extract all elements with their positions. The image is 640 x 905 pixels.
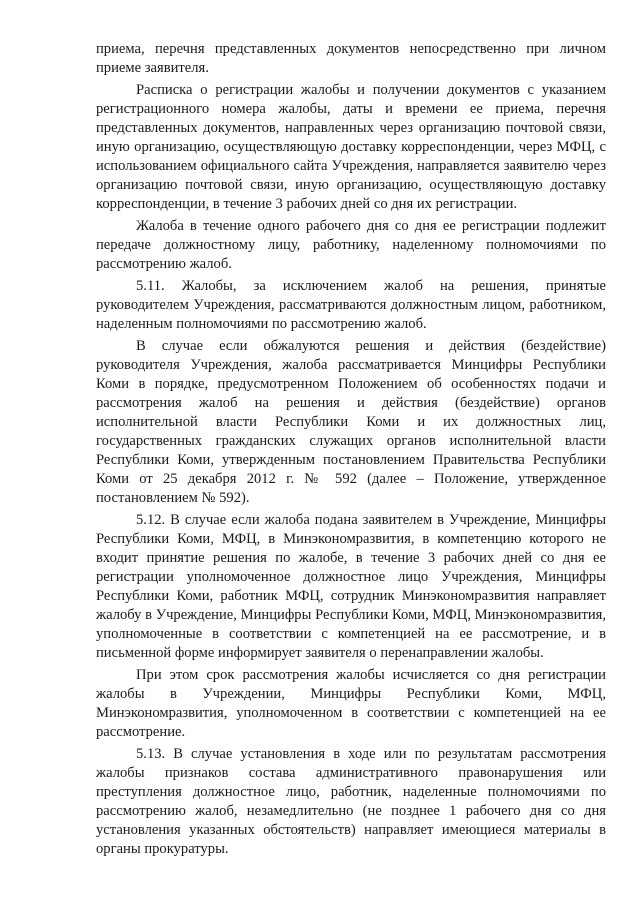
paragraph-5-11: 5.11. Жалобы, за исключением жалоб на решения, принятые руководителем Учреждения, рассматриваются должностным лицом, работником, наделенным полномочиями по рассмотрению жалоб. — [96, 278, 606, 332]
paragraph-head-appeal: В случае если обжалуются решения и действия (бездействие) руководителя Учреждения, жалоба рассматривается Минцифры Республики Коми в порядке, предусмотренном Положением об особенностях подачи и рассмотрения жалоб на решения и действия (бездействие) органов исполнительной власти Республики Коми и их должностных лиц, государственных гражданских служащих органов исполнительной власти Республики Коми, утвержденным постановлением Правительства Республики Коми от 25 декабря 2012 г. № 592 (далее – Положение, утвержденное постановлением № 592). — [96, 338, 606, 506]
paragraph-term: При этом срок рассмотрения жалобы исчисляется со дня регистрации жалобы в Учреждении, Минцифры Республики Коми, МФЦ, Минэкономразвития, уполномоченном в соответствии с компетенцией на ее рассмотрение. — [96, 667, 606, 740]
paragraph-transfer: Жалоба в течение одного рабочего дня со дня ее регистрации подлежит передаче должностному лицу, работнику, наделенному полномочиями по рассмотрению жалоб. — [96, 218, 606, 272]
document-page — [96, 40, 606, 859]
paragraph-continuation: приема, перечня представленных документов непосредственно при личном приеме заявителя. — [96, 41, 606, 76]
paragraph-5-13: 5.13. В случае установления в ходе или по результатам рассмотрения жалобы признаков состава административного правонарушения или преступления должностное лицо, работник, наделенные полномочиями по рассмотрению жалоб, незамедлительно (не позднее 1 рабочего дня со дня установления указанных обстоятельств) направляет имеющиеся материалы в органы прокуратуры. — [96, 746, 606, 857]
paragraph-5-12: 5.12. В случае если жалоба подана заявителем в Учреждение, Минцифры Республики Коми, МФЦ, в Минэкономразвития, в компетенцию которого не входит принятие решения по жалобе, в течение 3 рабочих дней со дня ее регистрации уполномоченное должностное лицо Учреждения, Минцифры Республики Коми, работник МФЦ, сотрудник Минэкономразвития направляет жалобу в Учреждение, Минцифры Республики Коми, МФЦ, Минэкономразвития, уполномоченные в соответствии с компетенцией на ее рассмотрение, и в письменной форме информирует заявителя о перенаправлении жалобы. — [96, 512, 606, 661]
paragraph-receipt: Расписка о регистрации жалобы и получении документов с указанием регистрационного номера жалобы, даты и времени ее приема, перечня представленных документов, направленных через организацию почтовой связи, иную организацию, осуществляющую доставку корреспонденции, через МФЦ, с использованием официального сайта Учреждения, направляется заявителю через организацию почтовой связи, иную организацию, осуществляющую доставку корреспонденции, в течение 3 рабочих дней со дня их регистрации. — [96, 82, 606, 212]
